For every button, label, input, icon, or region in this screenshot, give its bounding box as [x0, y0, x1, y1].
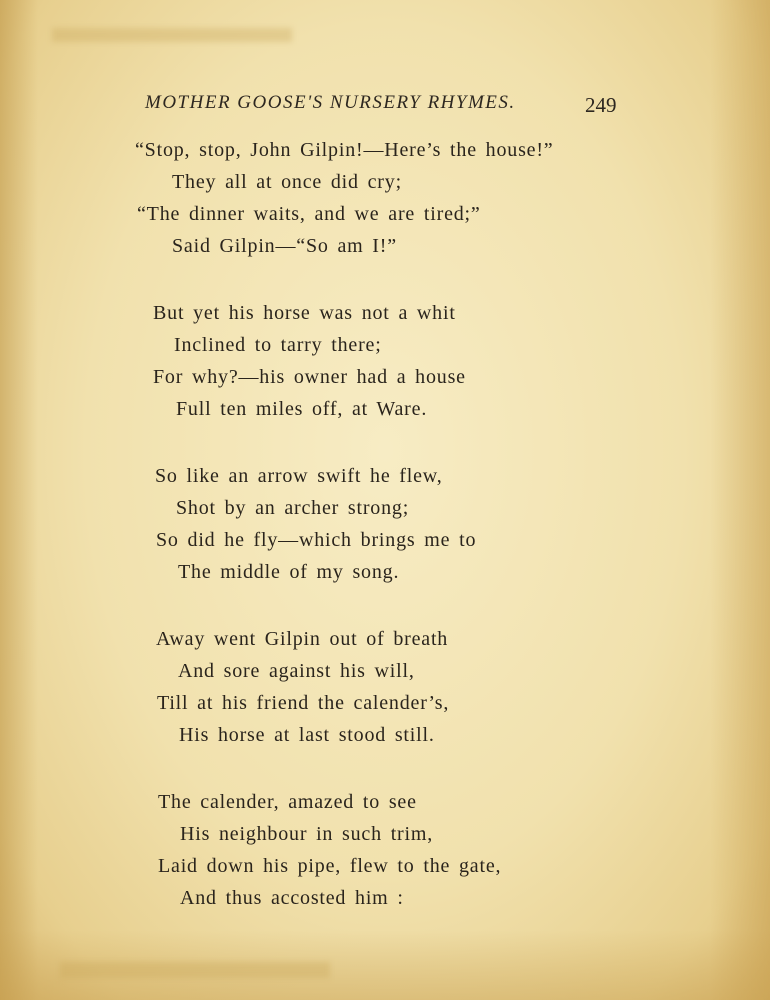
- page-edge-shadow-right: [710, 0, 770, 1000]
- poem-line: But yet his horse was not a whit: [153, 302, 456, 324]
- poem-line: “The dinner waits, and we are tired;”: [137, 203, 481, 225]
- poem-line: Laid down his pipe, flew to the gate,: [158, 855, 502, 877]
- running-title: MOTHER GOOSE'S NURSERY RHYMES.: [145, 92, 516, 113]
- poem-line: The middle of my song.: [178, 561, 400, 583]
- poem-line: His neighbour in such trim,: [180, 823, 434, 845]
- page-edge-shadow-left: [0, 0, 38, 1000]
- poem-line: And thus accosted him :: [180, 887, 404, 909]
- poem-line: And sore against his will,: [178, 660, 415, 682]
- page-number: 249: [585, 93, 617, 117]
- poem-line: So did he fly—which brings me to: [156, 529, 477, 551]
- poem-line: Away went Gilpin out of breath: [156, 628, 449, 650]
- poem-line: For why?—his owner had a house: [153, 366, 466, 388]
- paper-smudge-bottom: [60, 962, 330, 978]
- poem-line: The calender, amazed to see: [158, 791, 417, 813]
- poem-line: Till at his friend the calender’s,: [157, 692, 450, 714]
- poem-line: Full ten miles off, at Ware.: [176, 398, 428, 420]
- poem-line: “Stop, stop, John Gilpin!—Here’s the house!”: [135, 139, 554, 161]
- poem-line: Inclined to tarry there;: [174, 334, 382, 356]
- poem-line: So like an arrow swift he flew,: [155, 465, 443, 487]
- poem-line: They all at once did cry;: [172, 171, 402, 193]
- paper-smudge-top: [52, 28, 292, 42]
- poem-line: His horse at last stood still.: [179, 724, 435, 746]
- poem-line: Shot by an archer strong;: [176, 497, 410, 519]
- poem-line: Said Gilpin—“So am I!”: [172, 235, 397, 257]
